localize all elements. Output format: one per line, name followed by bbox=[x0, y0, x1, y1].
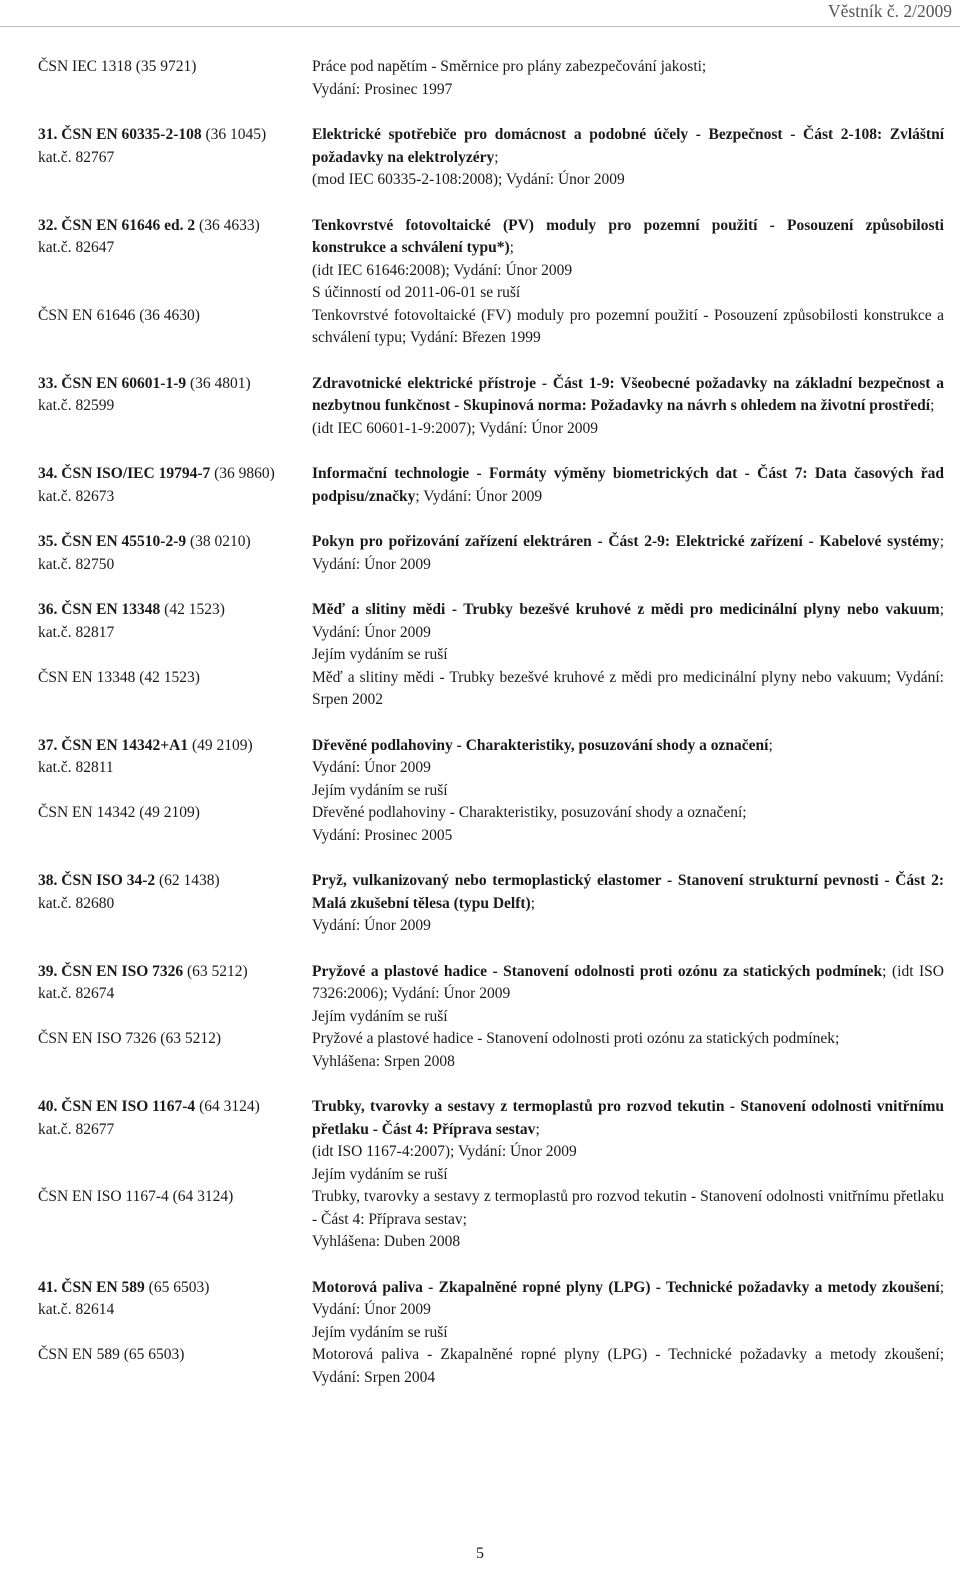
standard-title-suffix: ; Vydání: Únor 2009 bbox=[312, 1278, 944, 1318]
standard-entry bbox=[0, 124, 960, 192]
standard-title-suffix: ; Vydání: Únor 2009 bbox=[312, 533, 944, 573]
description-line: (idt IEC 61646:2008); Vydání: Únor 2009 bbox=[312, 261, 573, 279]
catalog-number: kat.č. 82647 bbox=[38, 239, 115, 256]
standard-class: (38 0210) bbox=[186, 533, 251, 550]
standard-class: (36 1045) bbox=[201, 126, 267, 143]
description-line: (idt ISO 1167-4:2007); Vydání: Únor 2009 bbox=[312, 1143, 577, 1160]
standard-class: (42 1523) bbox=[160, 601, 225, 618]
standard-entry bbox=[0, 599, 960, 712]
standard-code: ČSN EN 60335-2-108 bbox=[61, 126, 202, 143]
replaced-line: Tenkovrstvé fotovoltaické (FV) moduly pro pozemní použití - Posouzení způsobilosti konstrukce a schválení typu; Vydání: Březen 1999 bbox=[312, 306, 944, 346]
replaced-standard bbox=[0, 1344, 960, 1389]
entry-number: 39. bbox=[38, 962, 58, 980]
standard-description bbox=[312, 463, 944, 508]
standard-description bbox=[312, 961, 944, 1029]
intro-line: Práce pod napětím - Směrnice pro plány zabezpečování jakosti; bbox=[312, 58, 707, 75]
replaced-line: Vyhlášena: Srpen 2008 bbox=[312, 1052, 455, 1070]
journal-title: Věstník č. 2/2009 bbox=[828, 1, 952, 21]
standard-description bbox=[312, 215, 944, 305]
replaced-standard-id: ČSN EN ISO 1167-4 (64 3124) bbox=[38, 1188, 234, 1205]
catalog-number: kat.č. 82767 bbox=[38, 148, 115, 166]
entry-number: 34. bbox=[38, 465, 58, 482]
standard-description bbox=[312, 124, 944, 192]
standard-code: ČSN ISO/IEC 19794-7 bbox=[61, 465, 211, 482]
replaced-line: Vyhlášena: Duben 2008 bbox=[312, 1233, 461, 1250]
standard-entry bbox=[0, 531, 960, 576]
entries bbox=[0, 124, 960, 1389]
standard-id bbox=[38, 215, 310, 260]
intro-line: Vydání: Prosinec 1997 bbox=[312, 80, 453, 98]
replaced-description bbox=[312, 1344, 944, 1389]
replaced-description bbox=[312, 667, 944, 712]
entry-number: 32. bbox=[38, 216, 58, 234]
replaced-standard-id: ČSN EN 589 (65 6503) bbox=[38, 1346, 185, 1363]
standard-title: Pryž, vulkanizovaný nebo termoplastický elastomer - Stanovení strukturní pevnosti - Část 2: Malá zkušební tělesa (typu Delft) bbox=[312, 872, 944, 912]
replaced-standard-id: ČSN EN 14342 (49 2109) bbox=[38, 804, 200, 821]
description-line: Jejím vydáním se ruší bbox=[312, 1323, 448, 1341]
description-line: (mod IEC 60335-2-108:2008); Vydání: Únor 2009 bbox=[312, 171, 625, 188]
standard-title-suffix: ; bbox=[494, 148, 499, 166]
standard-id bbox=[38, 463, 310, 508]
entry-number: 35. bbox=[38, 533, 58, 550]
catalog-number: kat.č. 82680 bbox=[38, 894, 115, 912]
entry-number: 40. bbox=[38, 1098, 58, 1115]
page-number: 5 bbox=[476, 1545, 484, 1562]
standard-title: Trubky, tvarovky a sestavy z termoplastů pro rozvod tekutin - Stanovení odolnosti vnitřnímu přetlaku - Část 4: Příprava sestav bbox=[312, 1098, 944, 1138]
catalog-number: kat.č. 82599 bbox=[38, 397, 115, 414]
standard-id bbox=[38, 1277, 310, 1322]
standard-title-suffix: ; bbox=[768, 736, 773, 754]
standard-title: Elektrické spotřebiče pro domácnost a podobné účely - Bezpečnost - Část 2-108: Zvláštní požadavky na elektrolyzéry bbox=[312, 126, 944, 166]
catalog-number: kat.č. 82673 bbox=[38, 487, 115, 505]
standard-title-suffix: ; (idt ISO 7326:2006); Vydání: Únor 2009 bbox=[312, 962, 944, 1002]
standard-entry bbox=[0, 463, 960, 508]
standard-entry bbox=[0, 735, 960, 848]
standard-code: ČSN EN 14342+A1 bbox=[61, 736, 189, 754]
standard-title: Zdravotnické elektrické přístroje - Část 1-9: Všeobecné požadavky na základní bezpečnost a nezbytnou funkčnost - Skupinová norma: Požadavky na návrh s ohledem na životní prostředí bbox=[312, 374, 944, 414]
standard-class: (65 6503) bbox=[144, 1278, 210, 1296]
entry-number: 38. bbox=[38, 872, 58, 889]
description-line: Jejím vydáním se ruší bbox=[312, 646, 448, 663]
entry-number: 31. bbox=[38, 126, 58, 143]
catalog-number: kat.č. 82614 bbox=[38, 1301, 115, 1318]
description-line: Vydání: Únor 2009 bbox=[312, 917, 431, 934]
replaced-standard bbox=[0, 1028, 960, 1073]
standard-title: Tenkovrstvé fotovoltaické (PV) moduly pro pozemní použití - Posouzení způsobilosti konstrukce a schválení typu*) bbox=[312, 216, 944, 256]
entry-number: 36. bbox=[38, 601, 58, 618]
intro-standard: ČSN IEC 1318 (35 9721) bbox=[38, 58, 197, 75]
catalog-number: kat.č. 82750 bbox=[38, 555, 115, 573]
replaced-description bbox=[312, 1186, 944, 1254]
standard-entry bbox=[0, 1096, 960, 1254]
replaced-line: Měď a slitiny mědi - Trubky bezešvé kruhové z mědi pro medicinální plyny nebo vakuum; Vydání: Srpen 2002 bbox=[312, 668, 944, 708]
standard-id bbox=[38, 599, 310, 644]
description-line: S účinností od 2011-06-01 se ruší bbox=[312, 284, 521, 301]
replaced-description bbox=[312, 1028, 944, 1073]
standard-id bbox=[38, 1096, 310, 1141]
intro-description bbox=[312, 56, 944, 101]
standards-list bbox=[0, 56, 960, 1412]
entry-number: 37. bbox=[38, 736, 58, 754]
replaced-standard-id: ČSN EN 13348 (42 1523) bbox=[38, 668, 200, 686]
replaced-standard bbox=[0, 1186, 960, 1254]
standard-code: ČSN EN 13348 bbox=[61, 601, 161, 618]
catalog-number: kat.č. 82817 bbox=[38, 623, 115, 641]
standard-id bbox=[38, 870, 310, 915]
replaced-standard bbox=[0, 667, 960, 712]
standard-entry bbox=[0, 1277, 960, 1390]
standard-id bbox=[38, 531, 310, 576]
standard-title-suffix: ; bbox=[530, 894, 536, 912]
standard-class: (36 4633) bbox=[195, 216, 260, 234]
standard-title: Měď a slitiny mědi - Trubky bezešvé kruhové z mědi pro medicinální plyny nebo vakuum bbox=[312, 601, 940, 618]
catalog-number: kat.č. 82674 bbox=[38, 985, 115, 1002]
standard-id bbox=[38, 124, 310, 169]
standard-code: ČSN ISO 34-2 bbox=[61, 872, 156, 889]
standard-code: ČSN EN 60601-1-9 bbox=[61, 374, 187, 392]
standard-title: Informační technologie - Formáty výměny biometrických dat - Část 7: Data časových řad podpisu/značky bbox=[312, 465, 944, 505]
replaced-description bbox=[312, 802, 944, 847]
standard-title-suffix: ; Vydání: Únor 2009 bbox=[415, 487, 543, 505]
replaced-line: Pryžové a plastové hadice - Stanovení odolnosti proti ozónu za statických podmínek; bbox=[312, 1030, 840, 1047]
catalog-number: kat.č. 82811 bbox=[38, 759, 114, 776]
standard-code: ČSN EN ISO 1167-4 bbox=[61, 1098, 196, 1115]
description-line: Jejím vydáním se ruší bbox=[312, 1007, 448, 1025]
standard-description bbox=[312, 373, 944, 441]
standard-title-suffix: ; bbox=[930, 397, 935, 414]
standard-entry bbox=[0, 373, 960, 441]
replaced-line: Vydání: Prosinec 2005 bbox=[312, 826, 453, 844]
standard-description bbox=[312, 870, 944, 938]
standard-title: Motorová paliva - Zkapalněné ropné plyny (LPG) - Technické požadavky a metody zkoušení bbox=[312, 1278, 940, 1296]
standard-title: Pryžové a plastové hadice - Stanovení odolnosti proti ozónu za statických podmínek bbox=[312, 962, 883, 980]
standard-title-suffix: ; bbox=[535, 1120, 540, 1138]
standard-id bbox=[38, 735, 310, 780]
header-rule bbox=[0, 26, 960, 27]
replaced-line: Motorová paliva - Zkapalněné ropné plyny (LPG) - Technické požadavky a metody zkoušení; Vydání: Srpen 2004 bbox=[312, 1346, 944, 1386]
replaced-standard-id: ČSN EN 61646 (36 4630) bbox=[38, 306, 200, 324]
replaced-line: Dřevěné podlahoviny - Charakteristiky, posuzování shody a označení; bbox=[312, 804, 747, 821]
standard-title-suffix: ; bbox=[509, 239, 514, 256]
standard-description bbox=[312, 1096, 944, 1186]
intro-entry bbox=[0, 56, 960, 101]
replaced-line: Trubky, tvarovky a sestavy z termoplastů pro rozvod tekutin - Stanovení odolnosti vnitřnímu přetlaku - Část 4: Příprava sestav; bbox=[312, 1188, 944, 1228]
standard-description bbox=[312, 1277, 944, 1345]
replaced-standard-id: ČSN EN ISO 7326 (63 5212) bbox=[38, 1030, 221, 1047]
standard-description bbox=[312, 531, 944, 576]
standard-class: (49 2109) bbox=[188, 736, 253, 754]
standard-title: Pokyn pro pořizování zařízení elektráren - Část 2-9: Elektrické zařízení - Kabelové systémy bbox=[312, 533, 940, 550]
standard-class: (64 3124) bbox=[195, 1098, 260, 1115]
description-line: Jejím vydáním se ruší bbox=[312, 781, 448, 799]
standard-code: ČSN EN 61646 ed. 2 bbox=[61, 216, 196, 234]
standard-class: (63 5212) bbox=[183, 962, 248, 980]
standard-entry bbox=[0, 215, 960, 350]
replaced-description bbox=[312, 305, 944, 350]
standard-entry bbox=[0, 961, 960, 1074]
standard-code: ČSN EN 45510-2-9 bbox=[61, 533, 187, 550]
standard-class: (36 9860) bbox=[210, 465, 275, 482]
standard-class: (62 1438) bbox=[155, 872, 220, 889]
standard-class: (36 4801) bbox=[186, 374, 251, 392]
standard-title-suffix: ; Vydání: Únor 2009 bbox=[312, 601, 944, 641]
standard-code: ČSN EN 589 bbox=[61, 1278, 145, 1296]
description-line: Jejím vydáním se ruší bbox=[312, 1165, 448, 1183]
entry-number: 33. bbox=[38, 374, 58, 392]
standard-entry bbox=[0, 870, 960, 938]
standard-description bbox=[312, 735, 944, 803]
standard-id bbox=[38, 373, 310, 418]
standard-description bbox=[312, 599, 944, 667]
standard-title: Dřevěné podlahoviny - Charakteristiky, posuzování shody a označení bbox=[312, 736, 769, 754]
catalog-number: kat.č. 82677 bbox=[38, 1120, 115, 1138]
entry-number: 41. bbox=[38, 1278, 58, 1296]
replaced-standard bbox=[0, 305, 960, 350]
standard-id bbox=[38, 961, 310, 1006]
standard-code: ČSN EN ISO 7326 bbox=[61, 962, 184, 980]
description-line: (idt IEC 60601-1-9:2007); Vydání: Únor 2009 bbox=[312, 419, 599, 437]
description-line: Vydání: Únor 2009 bbox=[312, 759, 431, 776]
page-header bbox=[0, 0, 960, 26]
replaced-standard bbox=[0, 802, 960, 847]
